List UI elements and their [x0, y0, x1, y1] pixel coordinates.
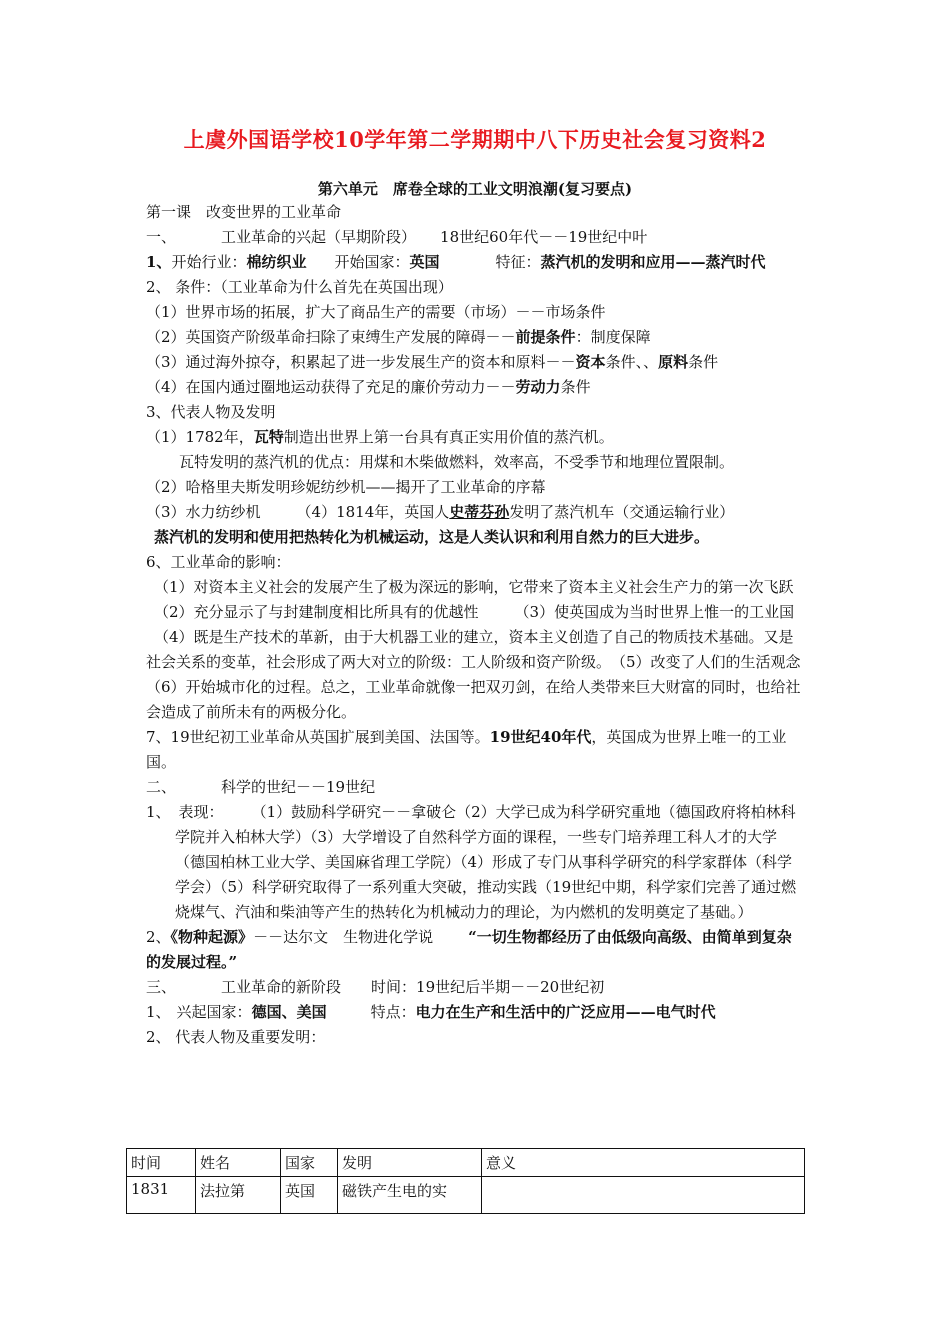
condition-4: （4）在国内通过圈地运动获得了充足的廉价劳动力－－劳动力条件	[146, 378, 591, 396]
origin-of-species-line: 2、《物种起源》－－达尔文 生物进化学说 “一切生物都经历了由低级向高级、由简单到复杂的发展过程。”	[146, 928, 792, 971]
document-body	[146, 200, 816, 1050]
invention-1: （1）1782年，瓦特制造出世界上第一台具有真正实用价值的蒸汽机。	[146, 428, 614, 446]
table-header-cell: 时间	[127, 1149, 196, 1177]
table-header-cell: 意义	[482, 1149, 805, 1177]
invention-3-4: （3）水力纺纱机 （4）1814年，英国人史蒂芬孙发明了蒸汽机车（交通运输行业）	[146, 503, 735, 521]
science-manifestations: 1、 表现： （1）鼓励科学研究－－拿破仑（2）大学已成为科学研究重地（德国政府将柏林科学院并入柏林大学）（3）大学增设了自然科学方面的课程，一些专门培养理工科人才的大学（德国柏林工业大学、美国麻省理工学院）（4）形成了专门从事科学研究的科学家群体（科学学会）（5）科学研究取得了一系列重大突破，推动实践（19世纪中期，科学家们完善了通过燃烧煤气、汽油和柴油等产生的热转化为机械动力的理论，为内燃机的发明奠定了基础。）	[146, 803, 797, 921]
section-3-heading: 三、 工业革命的新阶段 时间：19世纪后半期－－20世纪初	[146, 978, 605, 996]
new-stage-countries: 1、 兴起国家：德国、美国 特点：电力在生产和生活中的广泛应用——电气时代	[146, 1003, 716, 1021]
table-header-row	[127, 1149, 805, 1177]
impact-2-3: （2）充分显示了与封建制度相比所具有的优越性 （3）使英国成为当时世界上惟一的工业国	[154, 603, 795, 621]
table-header-cell: 国家	[281, 1149, 338, 1177]
impact-4-6: （4）既是生产技术的革新，由于大机器工业的建立，资本主义创造了自己的物质技术基础。又是社会关系的变革，社会形成了两大对立的阶级：工人阶级和资产阶级。 （5）改变了人们的生活观念 （6）开始城市化的过程。总之，工业革命就像一把双刃剑，在给人类带来巨大财富的同时，也给社会造成了前所未有的两极分化。	[146, 628, 816, 721]
section-2-heading: 二、 科学的世纪－－19世纪	[146, 778, 376, 796]
spread-line: 7、19世纪初工业革命从英国扩展到美国、法国等。19世纪40年代，英国成为世界上唯一的工业国。	[146, 728, 787, 771]
table-cell	[482, 1177, 805, 1214]
section-1-heading: 一、 工业革命的兴起（早期阶段） 18世纪60年代－－19世纪中叶	[146, 228, 648, 246]
impact-heading: 6、工业革命的影响：	[146, 553, 291, 571]
table-cell: 法拉第	[196, 1177, 281, 1214]
table-cell: 1831	[127, 1177, 196, 1214]
steam-engine-advantages: 瓦特发明的蒸汽机的优点：用煤和木柴做燃料，效率高，不受季节和地理位置限制。	[179, 453, 735, 471]
table-cell: 磁铁产生电的实	[338, 1177, 482, 1214]
table-header-cell: 发明	[338, 1149, 482, 1177]
unit-heading: 第六单元 席卷全球的工业文明浪潮(复习要点)	[317, 180, 633, 198]
inventions-table	[126, 1148, 805, 1214]
document-title: 上虞外国语学校10学年第二学期期中八下历史社会复习资料2	[183, 127, 767, 152]
conditions-heading: 2、 条件：（工业革命为什么首先在英国出现）	[146, 278, 453, 296]
table-cell: 英国	[281, 1177, 338, 1214]
table-row	[127, 1177, 805, 1214]
steam-significance: 蒸汽机的发明和使用把热转化为机械运动，这是人类认识和利用自然力的巨大进步。	[154, 528, 710, 546]
condition-3: （3）通过海外掠夺，积累起了进一步发展生产的资本和原料－－资本条件、、原料条件	[146, 353, 719, 371]
condition-2: （2）英国资产阶级革命扫除了束缚生产发展的障碍－－前提条件：制度保障	[146, 328, 651, 346]
lesson-heading: 第一课 改变世界的工业革命	[146, 203, 342, 221]
table-header-cell: 姓名	[196, 1149, 281, 1177]
new-stage-inventions-heading: 2、 代表人物及重要发明：	[146, 1028, 326, 1046]
start-industry-line: 1、开始行业：棉纺织业 开始国家：英国 特征：蒸汽机的发明和应用——蒸汽时代	[146, 253, 766, 271]
condition-1: （1）世界市场的拓展，扩大了商品生产的需要（市场）－－市场条件	[146, 303, 606, 321]
figures-heading: 3、代表人物及发明	[146, 403, 276, 421]
impact-1: （1）对资本主义社会的发展产生了极为深远的影响，它带来了资本主义社会生产力的第一次飞跃	[154, 578, 794, 596]
invention-2: （2）哈格里夫斯发明珍妮纺纱机——揭开了工业革命的序幕	[146, 478, 546, 496]
